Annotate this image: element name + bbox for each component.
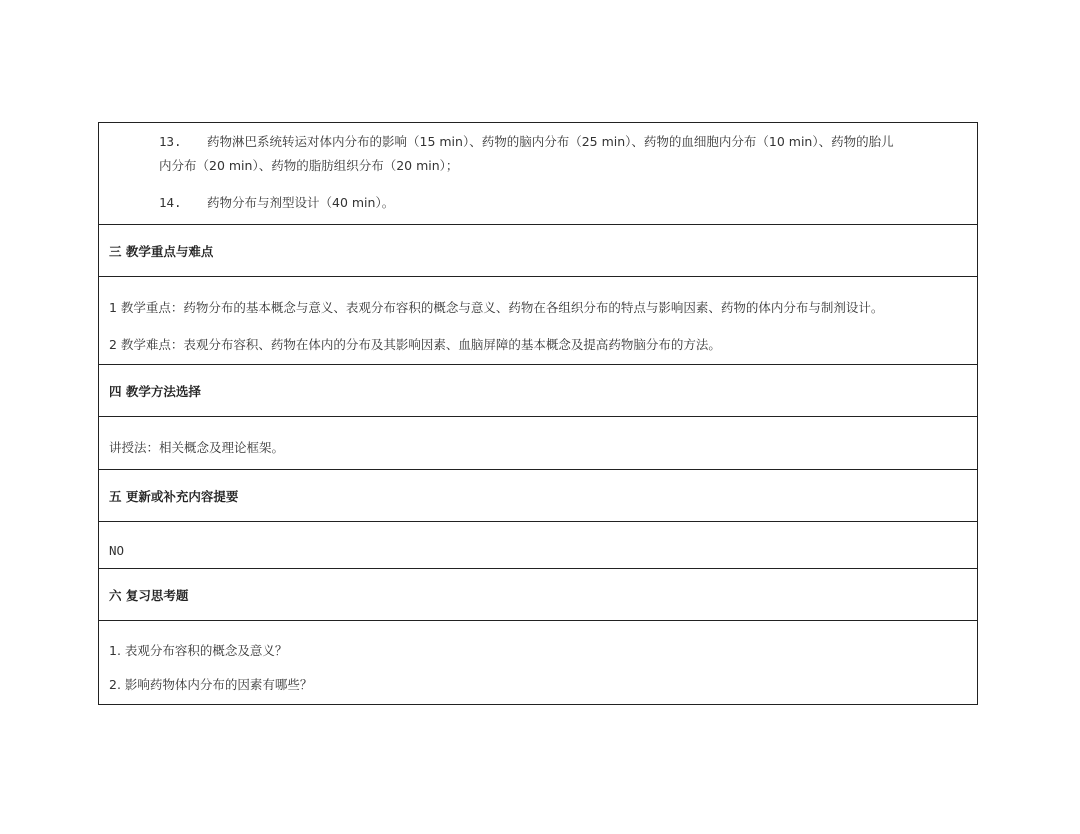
section-focus-content-cell — [99, 276, 977, 364]
update-text: NO — [109, 543, 125, 558]
content-item-13-line1 — [159, 135, 894, 149]
section-method-content-cell — [99, 416, 977, 469]
item-13-text: 药物淋巴系统转运对体内分布的影响（15 min）、药物的脑内分布（25 min）、药物的血细胞内分布（10 min）、药物的胎儿 — [207, 134, 894, 149]
review-question-2: 2. 影响药物体内分布的因素有哪些？ — [109, 677, 313, 692]
item-13-number: 13. — [159, 134, 182, 149]
section-review-heading: 六 复习思考题 — [109, 587, 189, 603]
section-review-content-cell — [99, 620, 977, 704]
section-update-content-cell — [99, 521, 977, 568]
focus-point-2: 2 教学难点：表观分布容积、药物在体内的分布及其影响因素、血脑屏障的基本概念及提高药物脑分布的方法。 — [109, 337, 721, 352]
content-item-13-line2: 内分布（20 min）、药物的脂肪组织分布（20 min）； — [159, 158, 459, 173]
section-review-heading-cell — [99, 568, 977, 620]
review-question-1: 1. 表观分布容积的概念及意义？ — [109, 643, 288, 658]
section-update-heading-cell — [99, 469, 977, 521]
item-14-text: 药物分布与剂型设计（40 min）。 — [207, 195, 395, 210]
content-item-14 — [159, 196, 394, 210]
syllabus-table — [98, 122, 978, 705]
section-focus-heading-cell — [99, 224, 977, 276]
focus-point-1: 1 教学重点：药物分布的基本概念与意义、表观分布容积的概念与意义、药物在各组织分布的特点与影响因素、药物的体内分布与制剂设计。 — [109, 300, 884, 315]
section-method-heading: 四 教学方法选择 — [109, 383, 201, 399]
content-items-cell — [99, 123, 977, 224]
section-update-heading: 五 更新或补充内容提要 — [109, 488, 239, 504]
section-method-heading-cell — [99, 364, 977, 416]
item-14-number: 14. — [159, 195, 182, 210]
section-focus-heading: 三 教学重点与难点 — [109, 243, 214, 259]
method-text: 讲授法：相关概念及理论框架。 — [109, 440, 285, 455]
